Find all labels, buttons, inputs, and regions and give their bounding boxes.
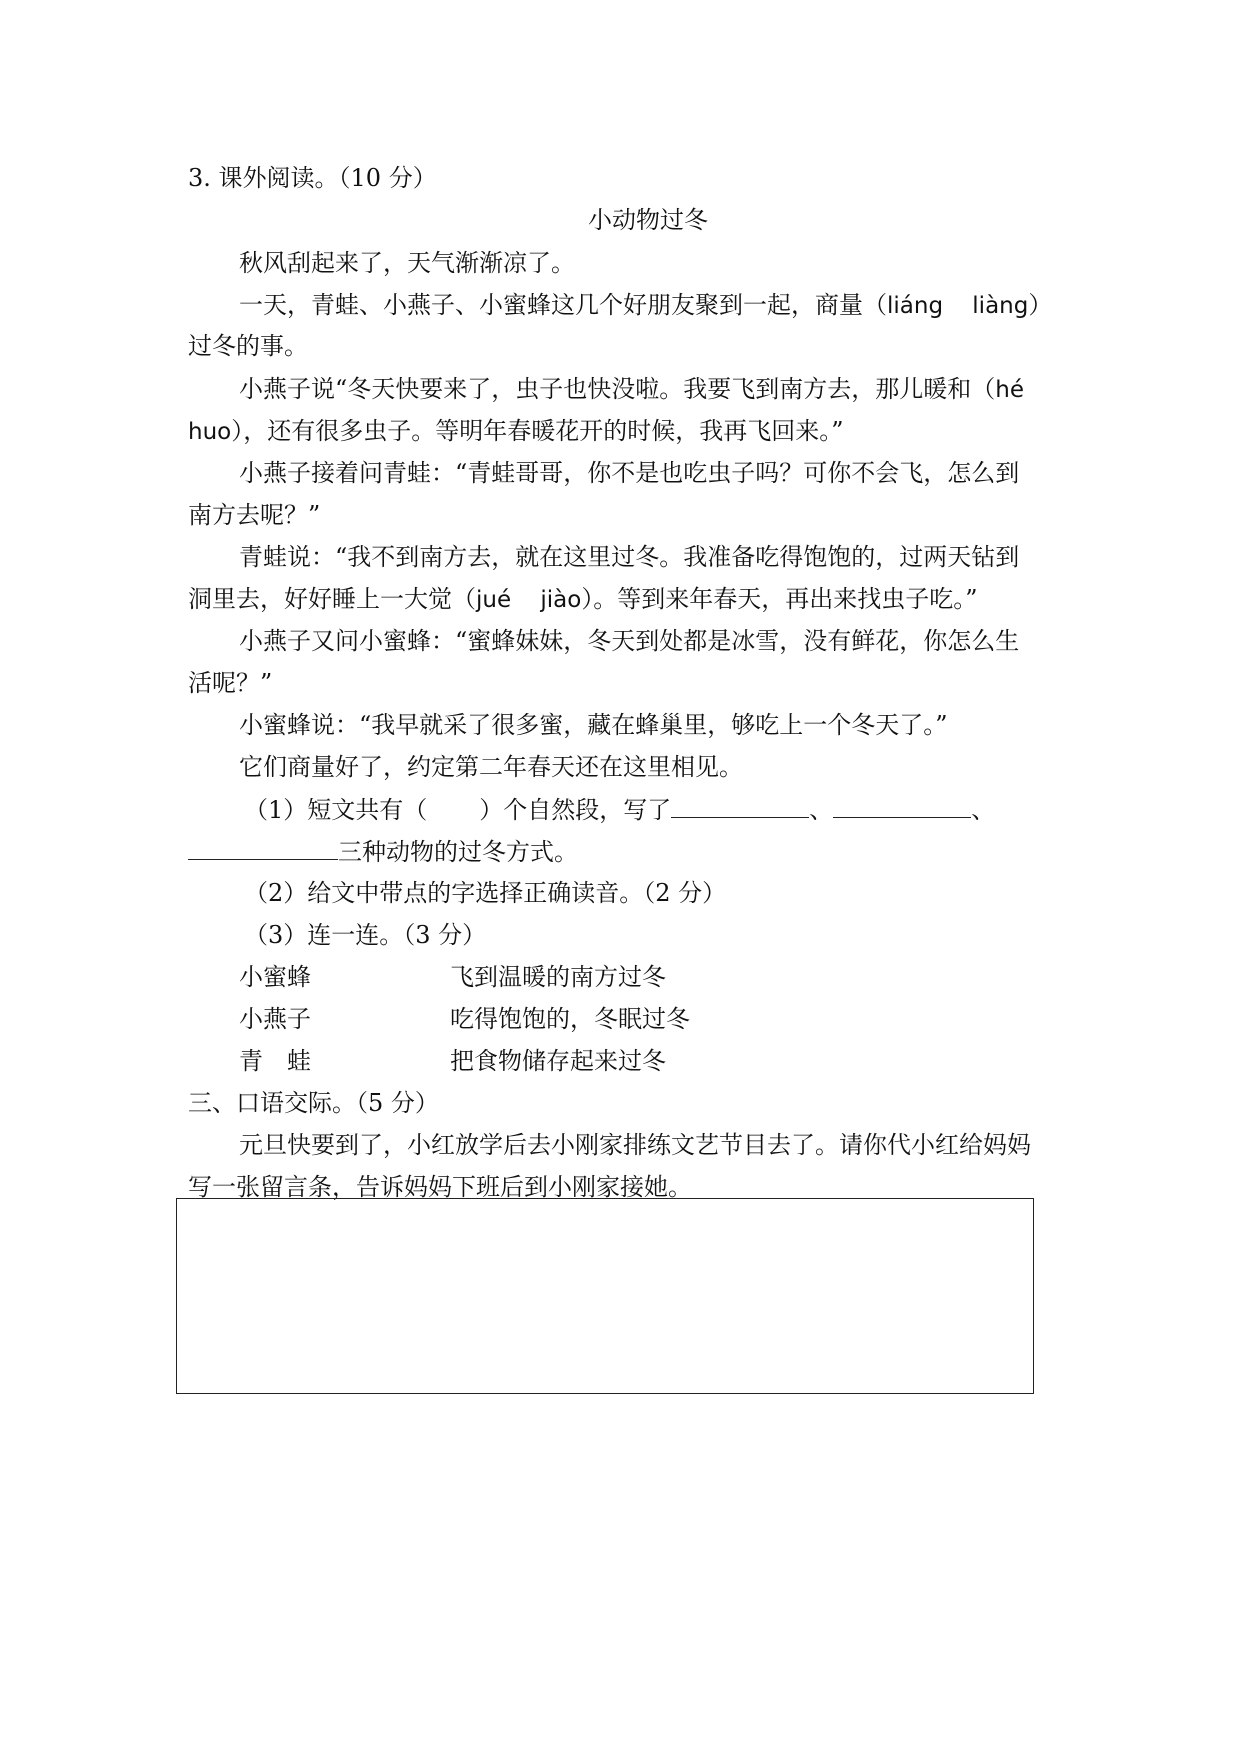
separator-1: 、 bbox=[809, 796, 834, 824]
paragraph-4: 小燕子接着问青蛙：“青蛙哥哥，你不是也吃虫子吗？可你不会飞，怎么到 bbox=[239, 459, 1020, 487]
paragraph-2 bbox=[239, 289, 1052, 322]
oral-prompt-line1: 元旦快要到了，小红放学后去小刚家排练文艺节目去了。请你代小红给妈妈 bbox=[239, 1131, 1031, 1159]
paragraph-2-close: ） bbox=[1028, 291, 1053, 319]
answer-writing-box[interactable] bbox=[176, 1198, 1034, 1394]
passage-title: 小动物过冬 bbox=[588, 206, 708, 234]
question-1-text-b: ）个自然段，写了 bbox=[479, 796, 672, 824]
animal-blank-3[interactable] bbox=[188, 835, 338, 860]
paragraph-4-line2: 南方去呢？” bbox=[188, 501, 321, 529]
match-left-1[interactable]: 小蜜蜂 bbox=[239, 963, 311, 991]
paragraph-6-line2: 活呢？” bbox=[188, 669, 273, 697]
match-left-2[interactable]: 小燕子 bbox=[239, 1005, 311, 1033]
separator-2: 、 bbox=[971, 796, 996, 824]
question-1-text-a: （1）短文共有（ bbox=[244, 796, 428, 824]
paragraph-3 bbox=[239, 373, 1024, 406]
oral-prompt-line2: 写一张留言条，告诉妈妈下班后到小刚家接她。 bbox=[188, 1173, 692, 1201]
question-2: （2）给文中带点的字选择正确读音。（2 分） bbox=[244, 879, 727, 907]
paragraph-5-rest: ）。等到来年春天，再出来找虫子吃。” bbox=[581, 585, 978, 613]
paragraph-5-line2 bbox=[188, 583, 978, 616]
pinyin-jue-jiao: jué jiào bbox=[476, 587, 582, 613]
paragraph-5-text: 洞里去，好好睡上一大觉（ bbox=[188, 585, 476, 613]
match-right-1[interactable]: 飞到温暖的南方过冬 bbox=[450, 963, 666, 991]
section-oral-heading: 三、口语交际。（5 分） bbox=[188, 1089, 439, 1117]
animal-blank-2[interactable] bbox=[833, 793, 971, 818]
pinyin-liang: liáng liàng bbox=[887, 293, 1029, 319]
match-right-3[interactable]: 把食物储存起来过冬 bbox=[450, 1047, 666, 1075]
paragraph-2-text: 一天，青蛙、小燕子、小蜜蜂这几个好朋友聚到一起，商量（ bbox=[239, 291, 887, 319]
section-3-heading: 3. 课外阅读。（10 分） bbox=[188, 164, 437, 192]
question-3: （3）连一连。（3 分） bbox=[244, 921, 487, 949]
paragraph-3-text: 小燕子说“冬天快要来了，虫子也快没啦。我要飞到南方去，那儿暖和（ bbox=[239, 375, 996, 403]
paragraph-3-rest: ），还有很多虫子。等明年春暖花开的时候，我再飞回来。” bbox=[231, 417, 844, 445]
paragraph-8: 它们商量好了，约定第二年春天还在这里相见。 bbox=[239, 753, 743, 781]
paragraph-6: 小燕子又问小蜜蜂：“蜜蜂妹妹，冬天到处都是冰雪，没有鲜花，你怎么生 bbox=[239, 627, 1020, 655]
paragraph-1: 秋风刮起来了，天气渐渐凉了。 bbox=[239, 249, 575, 277]
question-1 bbox=[244, 793, 995, 826]
question-1-line2 bbox=[188, 835, 578, 868]
paragraph-3-line2 bbox=[188, 415, 844, 448]
match-left-3[interactable]: 青 蛙 bbox=[239, 1047, 311, 1075]
paragraph-2-line2: 过冬的事。 bbox=[188, 332, 308, 360]
pinyin-he: hé bbox=[995, 377, 1025, 403]
paragraph-5: 青蛙说：“我不到南方去，就在这里过冬。我准备吃得饱饱的，过两天钻到 bbox=[239, 543, 1020, 571]
animal-blank-1[interactable] bbox=[671, 793, 809, 818]
question-1-line2-text: 三种动物的过冬方式。 bbox=[338, 838, 578, 866]
pinyin-huo: huo bbox=[188, 419, 232, 445]
paragraph-7: 小蜜蜂说：“我早就采了很多蜜，藏在蜂巢里，够吃上一个冬天了。” bbox=[239, 711, 948, 739]
match-right-2[interactable]: 吃得饱饱的，冬眠过冬 bbox=[450, 1005, 690, 1033]
